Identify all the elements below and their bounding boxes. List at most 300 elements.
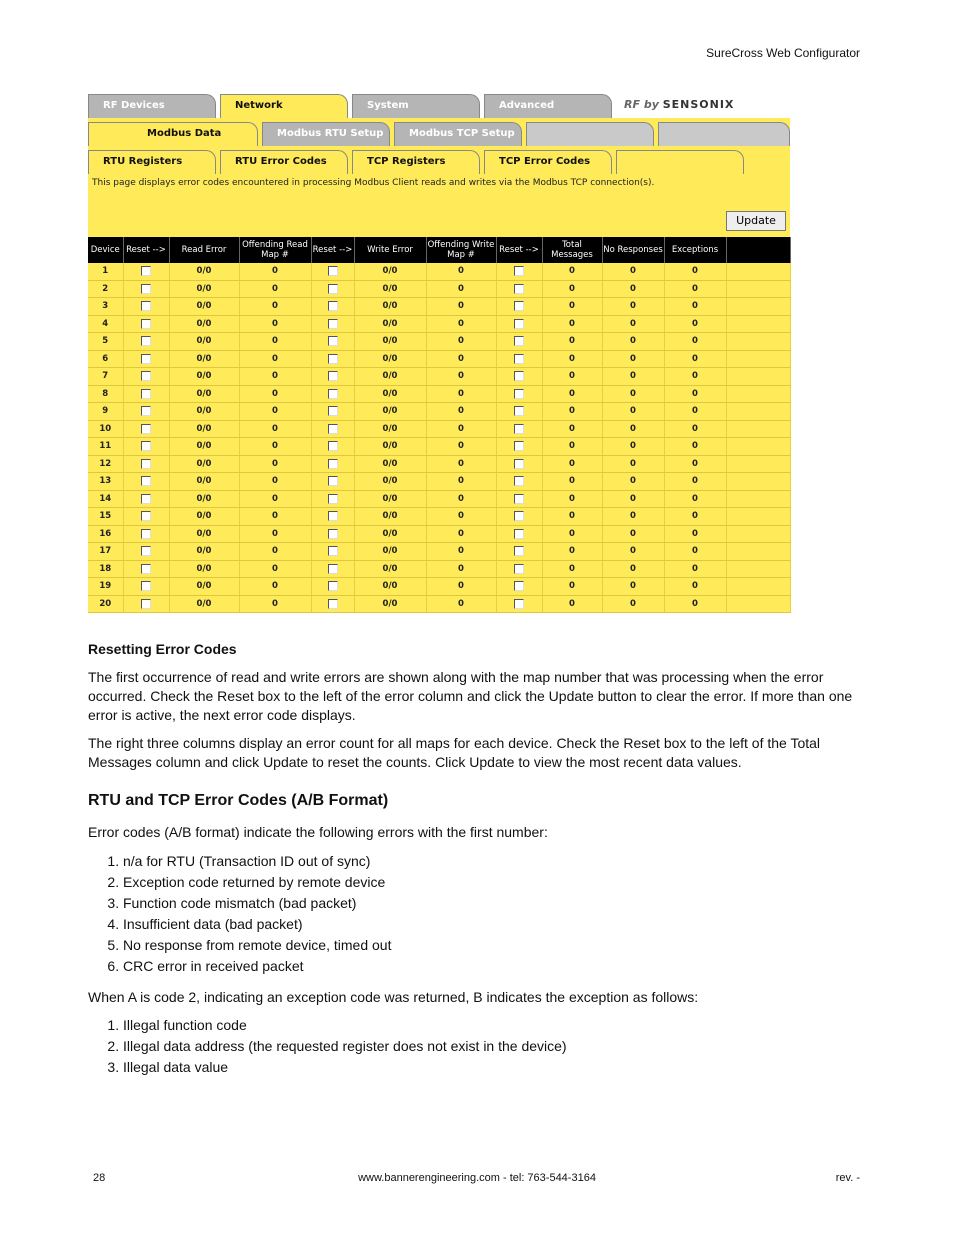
reset-read-checkbox[interactable]: [141, 371, 151, 381]
total-messages-cell: 0: [542, 315, 602, 333]
read-error-cell: 0/0: [169, 315, 239, 333]
total-messages-cell: 0: [542, 578, 602, 596]
write-map-cell: 0: [426, 385, 496, 403]
table-row: [88, 263, 790, 280]
table-row: [88, 455, 790, 473]
table-row: [88, 543, 790, 561]
reset-write-checkbox[interactable]: [328, 319, 338, 329]
list-item: 3. Function code mismatch (bad packet): [123, 893, 391, 914]
paragraph-reset-2: The right three columns display an error count for all maps for each device. Check the Reset box to the left of the Total Messages column and click Update to reset the counts. Click Update to view the most recent data values.: [88, 735, 821, 770]
no-responses-cell: 0: [602, 298, 664, 316]
table-row: [88, 508, 790, 526]
reset-write-checkbox[interactable]: [328, 301, 338, 311]
reset-cell: [123, 455, 169, 473]
no-responses-cell: 0: [602, 438, 664, 456]
reset-counts-checkbox[interactable]: [514, 564, 524, 574]
read-map-cell: 0: [239, 543, 311, 561]
table-row: [88, 350, 790, 368]
reset-cell: [496, 455, 542, 473]
reset-cell: [123, 280, 169, 298]
exceptions-cell: 0: [664, 525, 726, 543]
reset-cell: [311, 333, 354, 351]
total-messages-cell: 0: [542, 385, 602, 403]
read-map-cell: 0: [239, 508, 311, 526]
paragraph-error-intro: Error codes (A/B format) indicate the following errors with the first number:: [88, 824, 548, 840]
reset-cell: [496, 280, 542, 298]
write-error-cell: 0/0: [354, 350, 426, 368]
reset-write-checkbox[interactable]: [328, 371, 338, 381]
reset-read-checkbox[interactable]: [141, 406, 151, 416]
read-error-cell: 0/0: [169, 368, 239, 386]
blank-cell: [726, 560, 790, 578]
blank-cell: [726, 595, 790, 613]
total-messages-cell: 0: [542, 263, 602, 280]
write-error-cell: 0/0: [354, 403, 426, 421]
tab-system[interactable]: System: [352, 94, 480, 118]
reset-read-checkbox[interactable]: [141, 459, 151, 469]
no-responses-cell: 0: [602, 543, 664, 561]
read-error-cell: 0/0: [169, 473, 239, 491]
reset-cell: [123, 490, 169, 508]
reset-cell: [496, 438, 542, 456]
reset-write-checkbox[interactable]: [328, 529, 338, 539]
total-messages-cell: 0: [542, 473, 602, 491]
read-map-cell: 0: [239, 420, 311, 438]
write-error-cell: 0/0: [354, 490, 426, 508]
reset-read-checkbox[interactable]: [141, 529, 151, 539]
write-map-cell: 0: [426, 298, 496, 316]
exceptions-cell: 0: [664, 298, 726, 316]
list-item: 2. Illegal data address (the requested register does not exist in the device): [123, 1036, 567, 1057]
reset-write-checkbox[interactable]: [328, 599, 338, 609]
blank-cell: [726, 438, 790, 456]
section-heading-error-codes: RTU and TCP Error Codes (A/B Format): [88, 792, 389, 809]
reset-cell: [123, 315, 169, 333]
no-responses-cell: 0: [602, 455, 664, 473]
reset-cell: [311, 368, 354, 386]
write-error-cell: 0/0: [354, 508, 426, 526]
reset-read-checkbox[interactable]: [141, 389, 151, 399]
reset-cell: [496, 578, 542, 596]
table-header-row: [88, 237, 790, 263]
blank-cell: [726, 385, 790, 403]
blank-cell: [726, 263, 790, 280]
reset-counts-checkbox[interactable]: [514, 476, 524, 486]
read-map-cell: 0: [239, 525, 311, 543]
page-description: This page displays error codes encountered in processing Modbus Client reads and writes via the Modbus TCP connection(s).: [92, 178, 655, 188]
read-map-cell: 0: [239, 368, 311, 386]
exceptions-cell: 0: [664, 508, 726, 526]
reset-cell: [311, 560, 354, 578]
blank-cell: [726, 333, 790, 351]
reset-cell: [123, 350, 169, 368]
reset-counts-checkbox[interactable]: [514, 424, 524, 434]
reset-read-checkbox[interactable]: [141, 284, 151, 294]
write-error-cell: 0/0: [354, 438, 426, 456]
read-error-cell: 0/0: [169, 385, 239, 403]
no-responses-cell: 0: [602, 280, 664, 298]
reset-counts-checkbox[interactable]: [514, 459, 524, 469]
read-error-cell: 0/0: [169, 438, 239, 456]
reset-read-checkbox[interactable]: [141, 494, 151, 504]
read-map-cell: 0: [239, 385, 311, 403]
reset-read-checkbox[interactable]: [141, 581, 151, 591]
reset-cell: [496, 368, 542, 386]
no-responses-cell: 0: [602, 350, 664, 368]
read-error-cell: 0/0: [169, 508, 239, 526]
device-cell: 11: [88, 438, 123, 456]
reset-counts-checkbox[interactable]: [514, 599, 524, 609]
read-map-cell: 0: [239, 315, 311, 333]
reset-cell: [123, 298, 169, 316]
reset-cell: [311, 578, 354, 596]
reset-cell: [496, 595, 542, 613]
reset-cell: [311, 473, 354, 491]
write-map-cell: 0: [426, 560, 496, 578]
total-messages-cell: 0: [542, 560, 602, 578]
tab-advanced[interactable]: Advanced: [484, 94, 612, 118]
paragraph-exception-intro: When A is code 2, indicating an exception code was returned, B indicates the exception as follows:: [88, 989, 699, 1005]
blank-cell: [726, 508, 790, 526]
read-map-cell: 0: [239, 578, 311, 596]
write-error-cell: 0/0: [354, 420, 426, 438]
footer-revision: rev. -: [835, 1172, 860, 1184]
write-error-cell: 0/0: [354, 525, 426, 543]
reset-read-checkbox[interactable]: [141, 564, 151, 574]
reset-write-checkbox[interactable]: [328, 266, 338, 276]
read-map-cell: 0: [239, 490, 311, 508]
reset-cell: [311, 490, 354, 508]
reset-cell: [123, 420, 169, 438]
reset-read-checkbox[interactable]: [141, 266, 151, 276]
reset-write-checkbox[interactable]: [328, 354, 338, 364]
reset-cell: [123, 263, 169, 280]
error-codes-table: [88, 237, 791, 613]
total-messages-cell: 0: [542, 298, 602, 316]
list-item: 4. Insufficient data (bad packet): [123, 914, 391, 935]
reset-cell: [311, 525, 354, 543]
reset-counts-checkbox[interactable]: [514, 494, 524, 504]
read-map-cell: 0: [239, 333, 311, 351]
blank-cell: [726, 578, 790, 596]
device-cell: 10: [88, 420, 123, 438]
blank-cell: [726, 473, 790, 491]
update-button[interactable]: Update: [726, 211, 786, 231]
reset-write-checkbox[interactable]: [328, 476, 338, 486]
table-row: [88, 473, 790, 491]
reset-write-checkbox[interactable]: [328, 406, 338, 416]
write-map-cell: 0: [426, 543, 496, 561]
exceptions-cell: 0: [664, 490, 726, 508]
reset-cell: [496, 263, 542, 280]
reset-cell: [311, 420, 354, 438]
brand-prefix: RF by: [624, 98, 659, 111]
reset-read-checkbox[interactable]: [141, 441, 151, 451]
write-error-cell: 0/0: [354, 315, 426, 333]
reset-cell: [123, 508, 169, 526]
device-cell: 15: [88, 508, 123, 526]
reset-counts-checkbox[interactable]: [514, 336, 524, 346]
read-error-cell: 0/0: [169, 578, 239, 596]
reset-cell: [123, 543, 169, 561]
no-responses-cell: 0: [602, 315, 664, 333]
reset-read-checkbox[interactable]: [141, 319, 151, 329]
write-error-cell: 0/0: [354, 280, 426, 298]
footer-contact: www.bannerengineering.com - tel: 763-544-3164: [358, 1172, 596, 1184]
reset-read-checkbox[interactable]: [141, 301, 151, 311]
reset-cell: [123, 438, 169, 456]
no-responses-cell: 0: [602, 508, 664, 526]
tab-modbus-rtu-setup[interactable]: Modbus RTU Setup: [262, 122, 390, 146]
tab-modbus-tcp-setup[interactable]: Modbus TCP Setup: [394, 122, 522, 146]
exceptions-cell: 0: [664, 420, 726, 438]
write-map-cell: 0: [426, 403, 496, 421]
blank-cell: [726, 420, 790, 438]
write-map-cell: 0: [426, 333, 496, 351]
write-error-cell: 0/0: [354, 263, 426, 280]
device-cell: 19: [88, 578, 123, 596]
write-map-cell: 0: [426, 578, 496, 596]
reset-counts-checkbox[interactable]: [514, 354, 524, 364]
no-responses-cell: 0: [602, 560, 664, 578]
exceptions-cell: 0: [664, 263, 726, 280]
read-error-cell: 0/0: [169, 525, 239, 543]
reset-cell: [496, 490, 542, 508]
col-offending-read-map: Offending Read Map #: [239, 237, 311, 263]
reset-write-checkbox[interactable]: [328, 494, 338, 504]
reset-cell: [123, 473, 169, 491]
reset-cell: [311, 350, 354, 368]
reset-counts-checkbox[interactable]: [514, 441, 524, 451]
no-responses-cell: 0: [602, 403, 664, 421]
col-reset-counts: Reset -->: [496, 237, 542, 263]
read-map-cell: 0: [239, 455, 311, 473]
col-exceptions: Exceptions: [664, 237, 726, 263]
blank-cell: [726, 490, 790, 508]
reset-cell: [496, 508, 542, 526]
reset-cell: [123, 595, 169, 613]
reset-read-checkbox[interactable]: [141, 511, 151, 521]
col-no-responses: No Responses: [602, 237, 664, 263]
error-code-list: [88, 851, 391, 977]
list-item: 5. No response from remote device, timed out: [123, 935, 391, 956]
exceptions-cell: 0: [664, 438, 726, 456]
reset-counts-checkbox[interactable]: [514, 284, 524, 294]
table-row: [88, 560, 790, 578]
total-messages-cell: 0: [542, 368, 602, 386]
reset-write-checkbox[interactable]: [328, 424, 338, 434]
total-messages-cell: 0: [542, 333, 602, 351]
col-reset-write: Reset -->: [311, 237, 354, 263]
read-error-cell: 0/0: [169, 333, 239, 351]
total-messages-cell: 0: [542, 350, 602, 368]
blank-cell: [726, 298, 790, 316]
exception-code-list: [88, 1015, 567, 1078]
reset-counts-checkbox[interactable]: [514, 319, 524, 329]
no-responses-cell: 0: [602, 385, 664, 403]
reset-write-checkbox[interactable]: [328, 284, 338, 294]
exceptions-cell: 0: [664, 333, 726, 351]
reset-read-checkbox[interactable]: [141, 336, 151, 346]
reset-read-checkbox[interactable]: [141, 476, 151, 486]
write-error-cell: 0/0: [354, 368, 426, 386]
device-cell: 13: [88, 473, 123, 491]
write-map-cell: 0: [426, 263, 496, 280]
reset-write-checkbox[interactable]: [328, 389, 338, 399]
exceptions-cell: 0: [664, 368, 726, 386]
no-responses-cell: 0: [602, 368, 664, 386]
total-messages-cell: 0: [542, 508, 602, 526]
reset-cell: [311, 280, 354, 298]
table-row: [88, 368, 790, 386]
reset-counts-checkbox[interactable]: [514, 406, 524, 416]
blank-cell: [726, 403, 790, 421]
col-read-error: Read Error: [169, 237, 239, 263]
reset-write-checkbox[interactable]: [328, 511, 338, 521]
read-map-cell: 0: [239, 263, 311, 280]
table-row: [88, 280, 790, 298]
no-responses-cell: 0: [602, 578, 664, 596]
exceptions-cell: 0: [664, 455, 726, 473]
write-map-cell: 0: [426, 280, 496, 298]
read-error-cell: 0/0: [169, 403, 239, 421]
list-item: 3. Illegal data value: [123, 1057, 567, 1078]
write-map-cell: 0: [426, 368, 496, 386]
blank-cell: [726, 525, 790, 543]
table-row: [88, 438, 790, 456]
reset-counts-checkbox[interactable]: [514, 371, 524, 381]
blank-cell: [726, 543, 790, 561]
no-responses-cell: 0: [602, 473, 664, 491]
table-row: [88, 578, 790, 596]
reset-counts-checkbox[interactable]: [514, 581, 524, 591]
write-map-cell: 0: [426, 315, 496, 333]
doc-header-title: SureCross Web Configurator: [706, 46, 860, 60]
reset-read-checkbox[interactable]: [141, 599, 151, 609]
device-cell: 6: [88, 350, 123, 368]
write-error-cell: 0/0: [354, 298, 426, 316]
read-error-cell: 0/0: [169, 543, 239, 561]
reset-cell: [311, 385, 354, 403]
reset-cell: [311, 315, 354, 333]
table-row: [88, 298, 790, 316]
reset-write-checkbox[interactable]: [328, 441, 338, 451]
reset-cell: [496, 420, 542, 438]
reset-counts-checkbox[interactable]: [514, 389, 524, 399]
tab-modbus-data[interactable]: Modbus Data: [88, 122, 258, 146]
tab-rtu-error-codes[interactable]: RTU Error Codes: [220, 150, 348, 174]
reset-counts-checkbox[interactable]: [514, 529, 524, 539]
write-error-cell: 0/0: [354, 473, 426, 491]
reset-cell: [496, 315, 542, 333]
exceptions-cell: 0: [664, 385, 726, 403]
configurator-screenshot: [88, 92, 790, 613]
read-error-cell: 0/0: [169, 280, 239, 298]
reset-cell: [311, 508, 354, 526]
total-messages-cell: 0: [542, 420, 602, 438]
reset-read-checkbox[interactable]: [141, 424, 151, 434]
tab-tcp-registers[interactable]: TCP Registers: [352, 150, 480, 174]
write-error-cell: 0/0: [354, 578, 426, 596]
write-map-cell: 0: [426, 508, 496, 526]
write-map-cell: 0: [426, 350, 496, 368]
write-error-cell: 0/0: [354, 543, 426, 561]
tab-rf-devices[interactable]: RF Devices: [88, 94, 216, 118]
write-error-cell: 0/0: [354, 595, 426, 613]
total-messages-cell: 0: [542, 595, 602, 613]
reset-read-checkbox[interactable]: [141, 354, 151, 364]
col-write-error: Write Error: [354, 237, 426, 263]
table-row: [88, 420, 790, 438]
reset-counts-checkbox[interactable]: [514, 266, 524, 276]
exceptions-cell: 0: [664, 473, 726, 491]
read-map-cell: 0: [239, 560, 311, 578]
reset-write-checkbox[interactable]: [328, 564, 338, 574]
tab-empty-2: [658, 122, 790, 146]
tab-network[interactable]: Network: [220, 94, 348, 118]
write-map-cell: 0: [426, 490, 496, 508]
reset-cell: [496, 350, 542, 368]
table-row: [88, 525, 790, 543]
list-item: 1. n/a for RTU (Transaction ID out of sync): [123, 851, 391, 872]
reset-write-checkbox[interactable]: [328, 546, 338, 556]
col-blank: [726, 237, 790, 263]
exceptions-cell: 0: [664, 350, 726, 368]
exceptions-cell: 0: [664, 280, 726, 298]
section-heading-resetting: Resetting Error Codes: [88, 641, 237, 657]
reset-cell: [496, 298, 542, 316]
total-messages-cell: 0: [542, 543, 602, 561]
blank-cell: [726, 280, 790, 298]
tab-rtu-registers[interactable]: RTU Registers: [88, 150, 216, 174]
total-messages-cell: 0: [542, 280, 602, 298]
reset-write-checkbox[interactable]: [328, 459, 338, 469]
reset-cell: [496, 525, 542, 543]
read-map-cell: 0: [239, 473, 311, 491]
reset-read-checkbox[interactable]: [141, 546, 151, 556]
tab-tcp-error-codes[interactable]: TCP Error Codes: [484, 150, 612, 174]
reset-write-checkbox[interactable]: [328, 336, 338, 346]
device-cell: 2: [88, 280, 123, 298]
read-map-cell: 0: [239, 280, 311, 298]
tab-empty-3: [616, 150, 744, 174]
reset-cell: [123, 525, 169, 543]
write-error-cell: 0/0: [354, 455, 426, 473]
reset-cell: [496, 403, 542, 421]
reset-cell: [311, 403, 354, 421]
main-tab-row: [88, 92, 790, 118]
reset-counts-checkbox[interactable]: [514, 301, 524, 311]
device-cell: 12: [88, 455, 123, 473]
reset-write-checkbox[interactable]: [328, 581, 338, 591]
device-cell: 9: [88, 403, 123, 421]
table-row: [88, 595, 790, 613]
reset-cell: [123, 333, 169, 351]
blank-cell: [726, 350, 790, 368]
reset-counts-checkbox[interactable]: [514, 511, 524, 521]
list-item: 6. CRC error in received packet: [123, 956, 391, 977]
device-cell: 20: [88, 595, 123, 613]
read-map-cell: 0: [239, 438, 311, 456]
no-responses-cell: 0: [602, 595, 664, 613]
paragraph-reset-1: The first occurrence of read and write errors are shown along with the map number that was processing when the error occurred. Check the Reset box to the left of the error column and click the Update button to clear the error. If more than one error is active, the next error code displays.: [88, 669, 853, 723]
read-error-cell: 0/0: [169, 560, 239, 578]
sub-tab-row: [88, 120, 790, 146]
exceptions-cell: 0: [664, 403, 726, 421]
device-cell: 14: [88, 490, 123, 508]
page-number: 28: [93, 1172, 106, 1184]
reset-counts-checkbox[interactable]: [514, 546, 524, 556]
